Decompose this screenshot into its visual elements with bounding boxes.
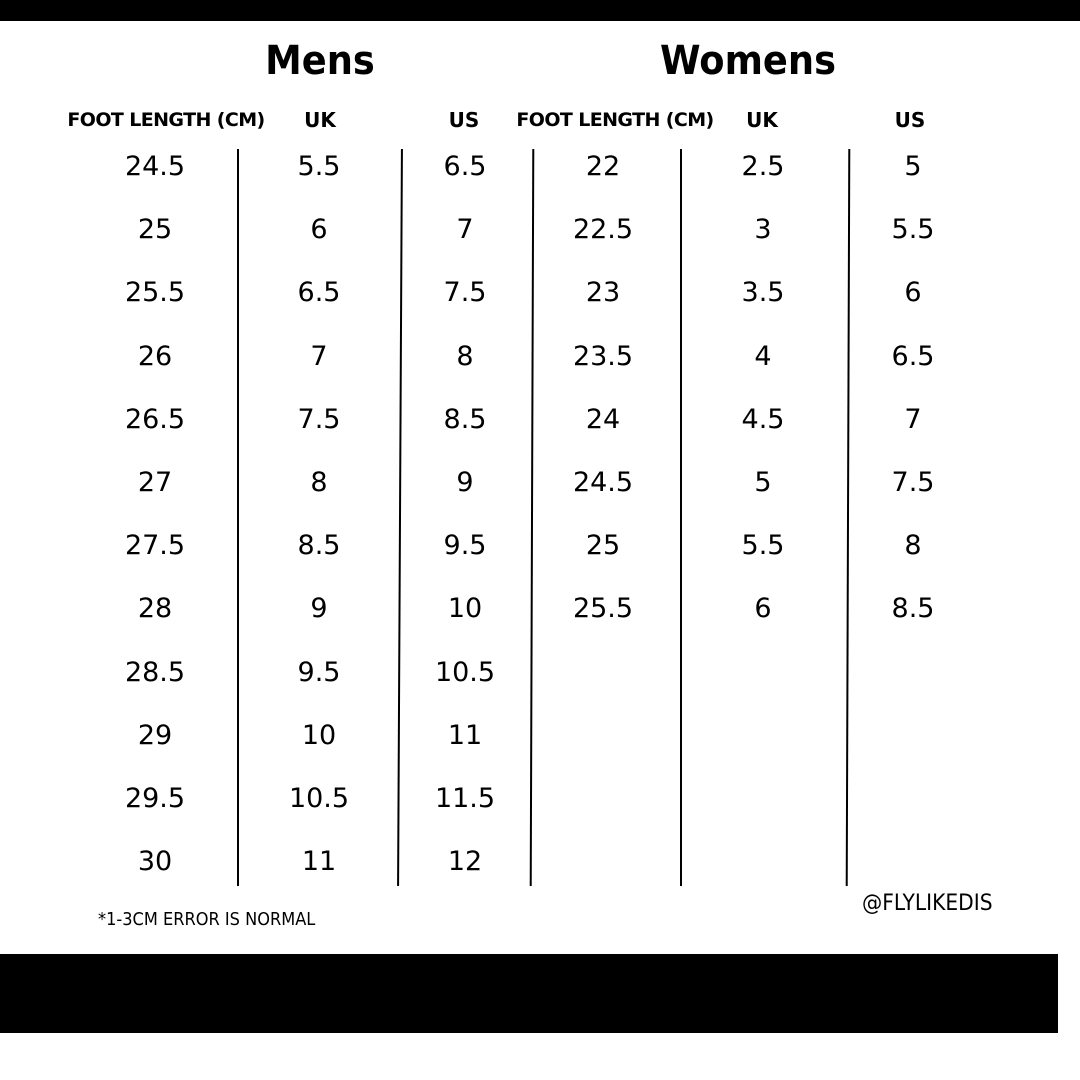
table-cell: 7 <box>310 340 328 372</box>
table-cell: 22.5 <box>572 214 634 246</box>
social-handle: @FLYLIKEDIS <box>862 891 993 916</box>
mens-title: Mens <box>265 38 375 84</box>
womens-uk-column <box>683 135 843 641</box>
table-cell: 10 <box>447 593 483 625</box>
table-cell: 6.5 <box>443 151 487 182</box>
table-cell: 11.5 <box>434 782 496 814</box>
table-cell: 6 <box>754 593 772 625</box>
table-cell: 24.5 <box>124 151 186 182</box>
table-cell: 8 <box>456 340 474 372</box>
table-cell: 6.5 <box>891 340 935 372</box>
womens-title: Womens <box>660 38 836 84</box>
table-cell: 10.5 <box>434 656 496 688</box>
table-cell: 6 <box>904 277 922 309</box>
table-cell: 6.5 <box>297 277 341 309</box>
table-cell: 9 <box>456 466 474 498</box>
mens-uk-column <box>239 135 399 893</box>
table-cell: 5.5 <box>297 151 341 182</box>
mens-foot-length-header: FOOT LENGTH (CM) <box>67 109 265 131</box>
table-cell: 5.5 <box>891 214 935 246</box>
table-cell: 26.5 <box>124 403 186 435</box>
table-cell: 5 <box>904 151 922 182</box>
table-cell: 8.5 <box>891 593 935 625</box>
table-cell: 12 <box>447 846 483 878</box>
table-cell: 8 <box>904 530 922 562</box>
table-cell: 30 <box>137 846 173 878</box>
table-cell: 7.5 <box>297 403 341 435</box>
table-cell: 7 <box>904 403 922 435</box>
table-cell: 23 <box>585 277 621 309</box>
table-cell: 10 <box>301 719 337 751</box>
womens-us-column <box>833 135 993 641</box>
table-cell: 28.5 <box>124 656 186 688</box>
top-black-bar <box>0 0 1080 21</box>
table-cell: 25 <box>585 530 621 562</box>
table-cell: 23.5 <box>572 340 634 372</box>
table-cell: 25.5 <box>572 593 634 625</box>
table-cell: 27 <box>137 466 173 498</box>
column-divider <box>680 149 682 886</box>
table-cell: 25 <box>137 214 173 246</box>
table-cell: 7.5 <box>891 466 935 498</box>
table-cell: 11 <box>447 719 483 751</box>
table-cell: 26 <box>137 340 173 372</box>
table-cell: 11 <box>301 846 337 878</box>
bottom-black-bar <box>0 954 1058 1033</box>
mens-uk-header: UK <box>304 108 336 132</box>
table-cell: 7.5 <box>443 277 487 309</box>
table-cell: 5.5 <box>741 530 785 562</box>
table-cell: 7 <box>456 214 474 246</box>
table-cell: 29.5 <box>124 782 186 814</box>
mens-us-header: US <box>448 108 480 132</box>
table-cell: 8.5 <box>443 403 487 435</box>
table-cell: 6 <box>310 214 328 246</box>
table-cell: 8 <box>310 466 328 498</box>
table-cell: 3.5 <box>741 277 785 309</box>
table-cell: 9.5 <box>443 530 487 562</box>
table-cell: 24 <box>585 403 621 435</box>
table-cell: 25.5 <box>124 277 186 309</box>
table-cell: 5 <box>754 466 772 498</box>
table-cell: 3 <box>754 214 772 246</box>
womens-foot-length-header: FOOT LENGTH (CM) <box>516 109 714 131</box>
womens-uk-header: UK <box>746 108 778 132</box>
table-cell: 4 <box>754 340 772 372</box>
table-cell: 29 <box>137 719 173 751</box>
womens-us-header: US <box>894 108 926 132</box>
table-cell: 8.5 <box>297 530 341 562</box>
table-cell: 9.5 <box>297 656 341 688</box>
table-cell: 28 <box>137 593 173 625</box>
mens-us-column <box>385 135 545 893</box>
table-cell: 4.5 <box>741 403 785 435</box>
column-divider <box>237 149 239 886</box>
womens-foot-length-column <box>523 135 683 641</box>
table-cell: 27.5 <box>124 530 186 562</box>
table-cell: 22 <box>585 151 621 182</box>
mens-foot-length-column <box>75 135 235 893</box>
table-cell: 9 <box>310 593 328 625</box>
table-cell: 24.5 <box>572 466 634 498</box>
table-cell: 2.5 <box>741 151 785 182</box>
error-footnote: *1-3CM ERROR IS NORMAL <box>98 909 316 930</box>
table-cell: 10.5 <box>288 782 350 814</box>
